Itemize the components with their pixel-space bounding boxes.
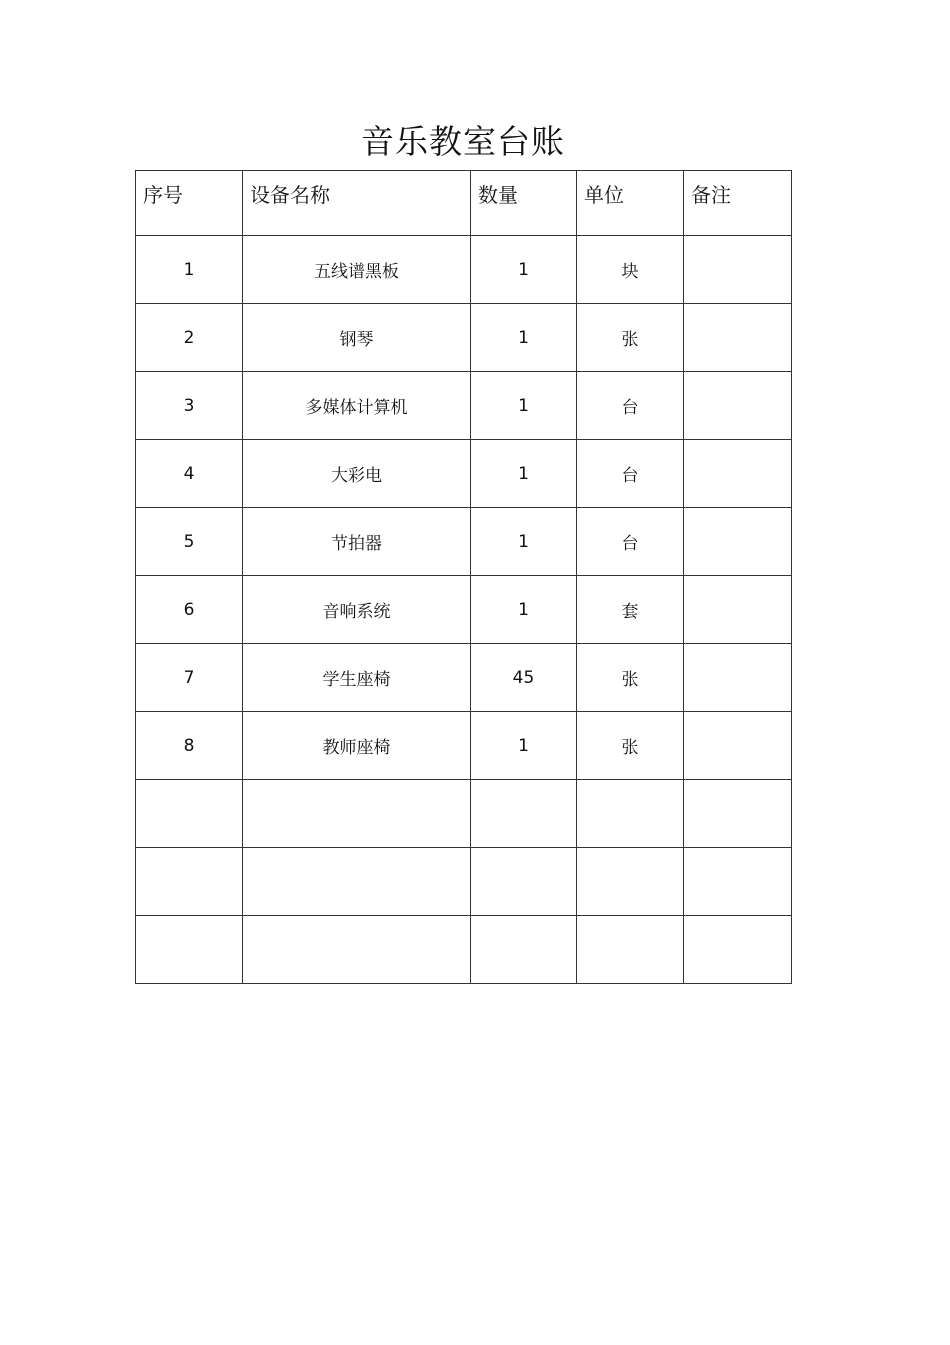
cell-serial-number: 3: [136, 372, 243, 440]
cell-equipment-name: 学生座椅: [243, 644, 471, 712]
cell-quantity: [471, 848, 577, 916]
cell-equipment-name: 教师座椅: [243, 712, 471, 780]
table-row: [136, 712, 792, 780]
cell-serial-number: 4: [136, 440, 243, 508]
cell-equipment-name: 音响系统: [243, 576, 471, 644]
cell-unit: 张: [577, 304, 684, 372]
cell-unit: 套: [577, 576, 684, 644]
cell-unit: 台: [577, 440, 684, 508]
cell-serial-number: 1: [136, 236, 243, 304]
cell-equipment-name: 钢琴: [243, 304, 471, 372]
table-row: [136, 304, 792, 372]
cell-quantity: 1: [471, 304, 577, 372]
cell-serial-number: [136, 916, 243, 984]
header-quantity: 数量: [471, 171, 577, 236]
table-row: [136, 644, 792, 712]
cell-equipment-name: 多媒体计算机: [243, 372, 471, 440]
header-serial-number: 序号: [136, 171, 243, 236]
cell-unit: 台: [577, 508, 684, 576]
cell-serial-number: 7: [136, 644, 243, 712]
cell-serial-number: 6: [136, 576, 243, 644]
cell-serial-number: 2: [136, 304, 243, 372]
table-row: [136, 440, 792, 508]
cell-remarks: [684, 304, 792, 372]
header-equipment-name: 设备名称: [243, 171, 471, 236]
cell-unit: 台: [577, 372, 684, 440]
table-header-row: [136, 171, 792, 236]
cell-remarks: [684, 644, 792, 712]
cell-remarks: [684, 236, 792, 304]
cell-equipment-name: 节拍器: [243, 508, 471, 576]
cell-equipment-name: [243, 780, 471, 848]
table-row: [136, 372, 792, 440]
cell-quantity: 1: [471, 236, 577, 304]
cell-serial-number: [136, 848, 243, 916]
cell-remarks: [684, 848, 792, 916]
cell-serial-number: 8: [136, 712, 243, 780]
cell-equipment-name: 大彩电: [243, 440, 471, 508]
table-row: [136, 508, 792, 576]
cell-remarks: [684, 576, 792, 644]
cell-unit: [577, 780, 684, 848]
cell-quantity: 45: [471, 644, 577, 712]
cell-equipment-name: 五线谱黑板: [243, 236, 471, 304]
cell-equipment-name: [243, 848, 471, 916]
cell-quantity: 1: [471, 508, 577, 576]
cell-quantity: 1: [471, 576, 577, 644]
table-row-empty: [136, 848, 792, 916]
cell-quantity: 1: [471, 440, 577, 508]
cell-serial-number: [136, 780, 243, 848]
header-unit: 单位: [577, 171, 684, 236]
cell-remarks: [684, 440, 792, 508]
cell-equipment-name: [243, 916, 471, 984]
table-row: [136, 236, 792, 304]
cell-remarks: [684, 916, 792, 984]
cell-quantity: [471, 916, 577, 984]
cell-quantity: 1: [471, 372, 577, 440]
cell-unit: 张: [577, 644, 684, 712]
table-row: [136, 576, 792, 644]
cell-unit: [577, 916, 684, 984]
page-title: 音乐教室台账: [361, 122, 565, 161]
table-row-empty: [136, 780, 792, 848]
cell-unit: 张: [577, 712, 684, 780]
cell-remarks: [684, 372, 792, 440]
cell-unit: [577, 848, 684, 916]
cell-remarks: [684, 712, 792, 780]
header-remarks: 备注: [684, 171, 792, 236]
equipment-ledger-table: [135, 170, 792, 984]
cell-unit: 块: [577, 236, 684, 304]
table-row-empty: [136, 916, 792, 984]
cell-remarks: [684, 508, 792, 576]
cell-serial-number: 5: [136, 508, 243, 576]
cell-remarks: [684, 780, 792, 848]
cell-quantity: [471, 780, 577, 848]
cell-quantity: 1: [471, 712, 577, 780]
